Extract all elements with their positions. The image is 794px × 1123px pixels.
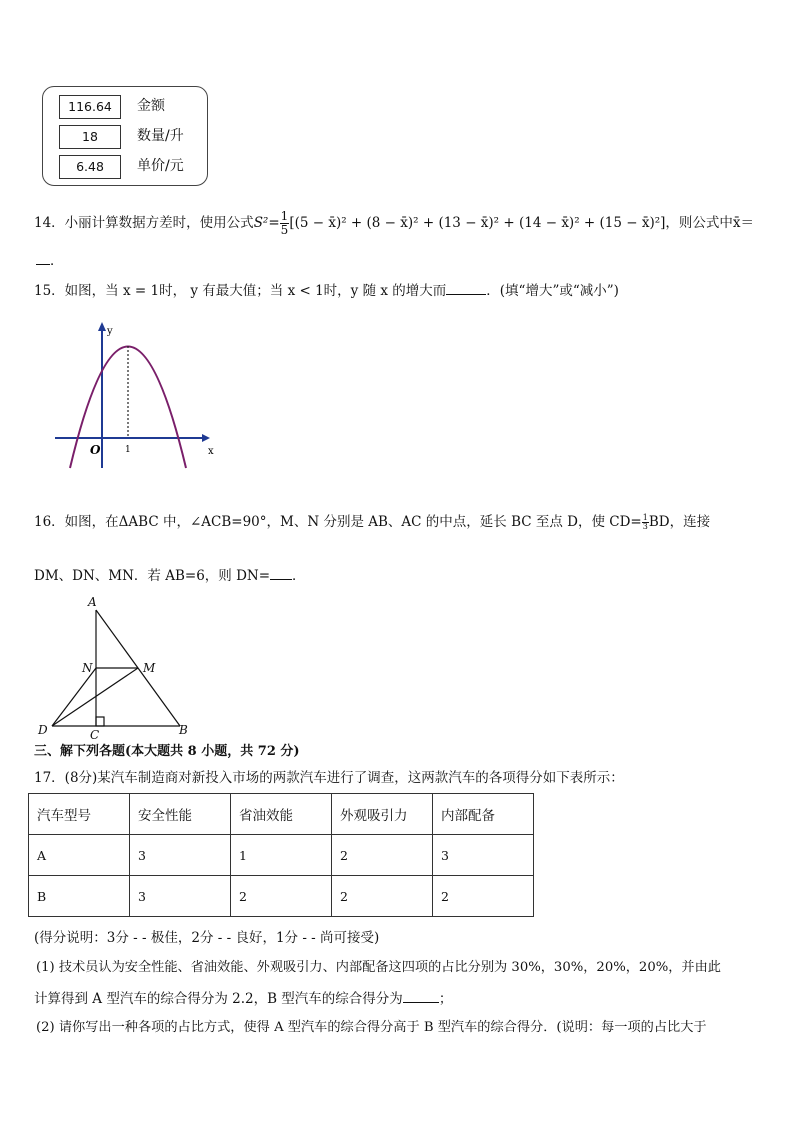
amount-label: 金额 [137, 98, 165, 114]
q14-frac-num: 1 [280, 209, 289, 223]
parabola-graph [50, 318, 220, 470]
q16-line2: DM、DN、MN．若 AB=6，则 DN= [34, 568, 271, 584]
segment-DN [52, 668, 96, 726]
right-angle-mark [96, 717, 104, 726]
x-axis-arrow [202, 434, 210, 442]
table-cell: 1 [231, 835, 332, 876]
q16-line1-a: 16．如图，在ΔABC 中，∠ACB=90°，M、N 分别是 AB、AC 的中点，延长 BC 至点 D，使 CD= [34, 514, 642, 530]
q17-answer-blank[interactable] [403, 988, 439, 1003]
x-axis-label: x [208, 446, 214, 457]
q17-part2-line1: (2) 请你写出一种各项的占比方式，使得 A 型汽车的综合得分高于 B 型汽车的综合得分．(说明：每一项的占比大于 [36, 1020, 707, 1035]
q17-part1-text: 计算得到 A 型汽车的综合得分为 2.2，B 型汽车的综合得分为 [34, 991, 403, 1007]
table-cell: 2 [332, 835, 433, 876]
q16-line1-b: BD，连接 [648, 514, 711, 530]
origin-label: O [90, 443, 101, 457]
table-row [29, 835, 534, 876]
q14-eq: ＝ [740, 215, 755, 231]
q16-fraction [642, 514, 649, 531]
q14-answer-line [36, 250, 64, 271]
question-16-line1 [34, 512, 710, 532]
label-B: B [179, 723, 188, 737]
q14-fraction [280, 210, 290, 237]
q17-part1-line2 [34, 988, 452, 1009]
section-3-heading: 三、解下列各题(本大题共 8 小题，共 72 分) [34, 744, 300, 759]
q14-xbar: x̄ [732, 215, 741, 231]
table-cell: 2 [231, 876, 332, 917]
table-cell: 2 [433, 876, 534, 917]
q14-suffix: ，则公式中 [665, 215, 733, 231]
q16-line2-end: ． [292, 568, 306, 584]
q15-end: ．(填“增大”或“减小”) [486, 283, 619, 299]
label-C: C [90, 728, 100, 740]
unit-price-value: 6.48 [59, 155, 121, 179]
q14-formula-lhs: S²= [253, 215, 280, 231]
q17-part1-line1: (1) 技术员认为安全性能、省油效能、外观吸引力、内部配备这四项的占比分别为 30%，30%，20%，20%，并由此 [36, 960, 721, 975]
q14-answer-blank[interactable] [36, 250, 50, 265]
q14-frac-den: 5 [280, 223, 289, 237]
table-cell: 3 [433, 835, 534, 876]
amount-value: 116.64 [59, 95, 121, 119]
triangle-figure [34, 594, 204, 740]
question-14 [34, 210, 754, 237]
question-15 [34, 280, 619, 301]
label-M: M [143, 661, 156, 675]
y-axis-arrow [98, 322, 106, 331]
table-cell: 2 [332, 876, 433, 917]
q17-part1-end: ； [438, 991, 453, 1007]
table-cell: B [29, 876, 130, 917]
q15-answer-blank[interactable] [446, 280, 486, 295]
label-N: N [82, 661, 93, 675]
y-axis-label: y [107, 326, 113, 337]
q16-frac-num: 1 [642, 513, 648, 522]
q14-prefix: 14．小丽计算数据方差时，使用公式 [34, 215, 254, 231]
table-cell: 3 [130, 876, 231, 917]
q16-frac-den: 3 [642, 522, 648, 531]
quantity-value: 18 [59, 125, 121, 149]
question-16-line2 [34, 565, 306, 586]
table-cell: A [29, 835, 130, 876]
table-header-cell: 汽车型号 [29, 794, 130, 835]
table-cell: 3 [130, 835, 231, 876]
label-D: D [38, 723, 48, 737]
q16-answer-blank[interactable] [270, 565, 292, 580]
table-row [29, 876, 534, 917]
car-score-table [28, 793, 534, 917]
q15-text: 15．如图，当 x = 1时， y 有最大值；当 x < 1时，y 随 x 的增大而 [34, 283, 447, 299]
table-header-row [29, 794, 534, 835]
q17-score-note: (得分说明：3分 - - 极佳，2分 - - 良好，1分 - - 尚可接受) [34, 930, 380, 946]
table-header-cell: 内部配备 [433, 794, 534, 835]
table-header-cell: 省油效能 [231, 794, 332, 835]
segment-DM [52, 668, 138, 726]
q17-intro: 17．(8分)某汽车制造商对新投入市场的两款汽车进行了调查，这两款汽车的各项得分如下表所示： [34, 770, 624, 786]
q14-end: ． [50, 253, 64, 269]
table-header-cell: 安全性能 [130, 794, 231, 835]
label-A: A [88, 595, 97, 609]
unit-price-label: 单价/元 [137, 158, 184, 174]
tick-1-label: 1 [125, 445, 131, 455]
table-header-cell: 外观吸引力 [332, 794, 433, 835]
q14-formula-body: [(5 − x̄)² + (8 − x̄)² + (13 − x̄)² + (14 − x̄)² + (15 − x̄)²] [289, 215, 666, 231]
fuel-pump-display [42, 86, 208, 186]
quantity-label: 数量/升 [137, 128, 184, 144]
